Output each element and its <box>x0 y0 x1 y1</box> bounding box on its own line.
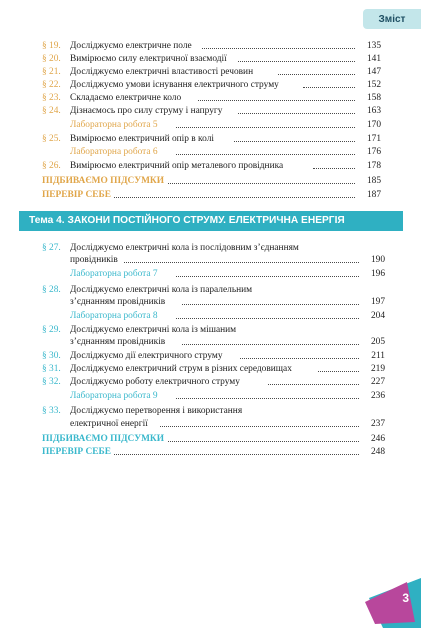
toc-entry-lab[interactable] <box>0 146 421 158</box>
entry-title: Досліджуємо роботу електричного струму <box>70 377 240 387</box>
entry-title: Вимірюємо електричний опір металевого провідника <box>70 161 284 171</box>
entry-title: Досліджуємо електричні властивості речовин <box>70 67 254 77</box>
contents-tab-label: Зміст <box>378 13 406 25</box>
entry-page: 196 <box>370 269 385 279</box>
entry-number: § 32. <box>42 377 61 387</box>
dot-leader <box>318 371 359 372</box>
entry-title: Досліджуємо дії електричного струму <box>70 351 223 361</box>
entry-title: Лабораторна робота 6 <box>70 147 158 157</box>
entry-title-line1: Досліджуємо перетворення і використання <box>70 406 243 416</box>
entry-page: 187 <box>366 190 381 200</box>
toc-entry-line1[interactable] <box>0 324 421 336</box>
entry-page: 152 <box>366 80 381 90</box>
entry-title: Лабораторна робота 7 <box>70 269 158 279</box>
entry-number: § 19. <box>42 41 61 51</box>
toc-entry[interactable] <box>0 363 421 375</box>
page-number: 3 <box>402 591 409 605</box>
entry-number: § 26. <box>42 161 61 171</box>
dot-leader <box>202 48 355 49</box>
entry-title: Вимірюємо електричний опір в колі <box>70 134 214 144</box>
entry-title: Складаємо електричне коло <box>70 93 182 103</box>
toc-entry-line1[interactable] <box>0 242 421 254</box>
entry-page: 197 <box>370 297 385 307</box>
toc-entry[interactable] <box>0 66 421 78</box>
entry-title: ПІДБИВАЄМО ПІДСУМКИ <box>42 176 165 186</box>
dot-leader <box>124 262 359 263</box>
entry-title: Вимірюємо силу електричної взаємодії <box>70 54 227 64</box>
entry-number: § 21. <box>42 67 61 77</box>
entry-title: Лабораторна робота 8 <box>70 311 158 321</box>
toc-entry[interactable] <box>0 133 421 145</box>
toc-entry-lab[interactable] <box>0 310 421 322</box>
entry-number: § 33. <box>42 406 61 416</box>
dot-leader <box>198 100 355 101</box>
toc-entry[interactable] <box>0 418 421 430</box>
entry-page: 176 <box>366 147 381 157</box>
entry-number: § 22. <box>42 80 61 90</box>
dot-leader <box>182 304 359 305</box>
toc-entry[interactable] <box>0 350 421 362</box>
dot-leader <box>168 441 359 442</box>
page-number-corner <box>365 578 421 628</box>
toc-entry-summary[interactable] <box>0 446 421 458</box>
entry-number: § 29. <box>42 325 61 335</box>
entry-page: 171 <box>366 134 381 144</box>
entry-page: 141 <box>366 54 381 64</box>
dot-leader <box>168 183 355 184</box>
toc-entry-lab[interactable] <box>0 390 421 402</box>
entry-number: § 27. <box>42 243 61 253</box>
toc-entry-lab[interactable] <box>0 268 421 280</box>
entry-number: § 28. <box>42 285 61 295</box>
dot-leader <box>238 61 355 62</box>
toc-entry-line1[interactable] <box>0 405 421 417</box>
entry-title: Досліджуємо електричне поле <box>70 41 192 51</box>
toc-entry-line1[interactable] <box>0 284 421 296</box>
entry-page: 170 <box>366 120 381 130</box>
dot-leader <box>176 398 359 399</box>
toc-entry[interactable] <box>0 336 421 348</box>
toc-entry[interactable] <box>0 92 421 104</box>
dot-leader <box>182 344 359 345</box>
entry-number: § 24. <box>42 106 61 116</box>
entry-page: 205 <box>370 337 385 347</box>
toc-entry-summary[interactable] <box>0 433 421 445</box>
toc-entry[interactable] <box>0 40 421 52</box>
entry-title: електричної енергії <box>70 419 148 429</box>
dot-leader <box>268 384 359 385</box>
dot-leader <box>313 168 355 169</box>
entry-page: 227 <box>370 377 385 387</box>
entry-title: ПЕРЕВІР СЕБЕ <box>42 447 111 457</box>
topic-banner-title: Тема 4. ЗАКОНИ ПОСТІЙНОГО СТРУМУ. ЕЛЕКТРИЧНА ЕНЕРГІЯ <box>29 215 345 226</box>
entry-number: § 30. <box>42 351 61 361</box>
contents-tab <box>363 9 421 29</box>
toc-entry[interactable] <box>0 105 421 117</box>
dot-leader <box>238 113 355 114</box>
entry-page: 246 <box>370 434 385 444</box>
entry-title: Досліджуємо умови існування електричного струму <box>70 80 279 90</box>
entry-number: § 23. <box>42 93 61 103</box>
dot-leader <box>114 197 355 198</box>
entry-page: 135 <box>366 41 381 51</box>
entry-title-line1: Досліджуємо електричні кола із послідовним з’єднанням <box>70 243 299 253</box>
entry-page: 236 <box>370 391 385 401</box>
entry-page: 219 <box>370 364 385 374</box>
entry-number: § 25. <box>42 134 61 144</box>
dot-leader <box>176 127 355 128</box>
entry-title-line1: Досліджуємо електричні кола із мішаним <box>70 325 237 335</box>
dot-leader <box>176 276 359 277</box>
dot-leader <box>240 358 359 359</box>
toc-entry[interactable] <box>0 296 421 308</box>
entry-number: § 20. <box>42 54 61 64</box>
entry-title: з’єднанням провідників <box>70 337 166 347</box>
entry-title: Лабораторна робота 5 <box>70 120 158 130</box>
toc-entry[interactable] <box>0 79 421 91</box>
entry-title: провідників <box>70 255 118 265</box>
entry-title: Дізнаємось про силу струму і напругу <box>70 106 223 116</box>
dot-leader <box>176 154 355 155</box>
entry-number: § 31. <box>42 364 61 374</box>
dot-leader <box>114 454 359 455</box>
entry-page: 190 <box>370 255 385 265</box>
entry-page: 163 <box>366 106 381 116</box>
toc-entry[interactable] <box>0 160 421 172</box>
entry-title: ПЕРЕВІР СЕБЕ <box>42 190 111 200</box>
entry-title: ПІДБИВАЄМО ПІДСУМКИ <box>42 434 165 444</box>
entry-page: 204 <box>370 311 385 321</box>
entry-title: Лабораторна робота 9 <box>70 391 158 401</box>
entry-page: 237 <box>370 419 385 429</box>
entry-page: 178 <box>366 161 381 171</box>
toc-entry[interactable] <box>0 254 421 266</box>
entry-page: 248 <box>370 447 385 457</box>
dot-leader <box>176 318 359 319</box>
entry-page: 158 <box>366 93 381 103</box>
dot-leader <box>234 141 355 142</box>
toc-entry[interactable] <box>0 376 421 388</box>
topic-banner <box>19 211 403 231</box>
toc-entry-summary[interactable] <box>0 175 421 187</box>
corner-decoration <box>365 578 421 628</box>
entry-title-line1: Досліджуємо електричні кола із паралельним <box>70 285 253 295</box>
entry-page: 147 <box>366 67 381 77</box>
dot-leader <box>278 74 355 75</box>
entry-page: 185 <box>366 176 381 186</box>
entry-page: 211 <box>371 351 385 361</box>
entry-title: Досліджуємо електричний струм в різних середовищах <box>70 364 292 374</box>
toc-entry[interactable] <box>0 53 421 65</box>
entry-title: з’єднанням провідників <box>70 297 166 307</box>
toc-entry-summary[interactable] <box>0 189 421 201</box>
toc-entry-lab[interactable] <box>0 119 421 131</box>
dot-leader <box>303 87 355 88</box>
dot-leader <box>160 426 359 427</box>
